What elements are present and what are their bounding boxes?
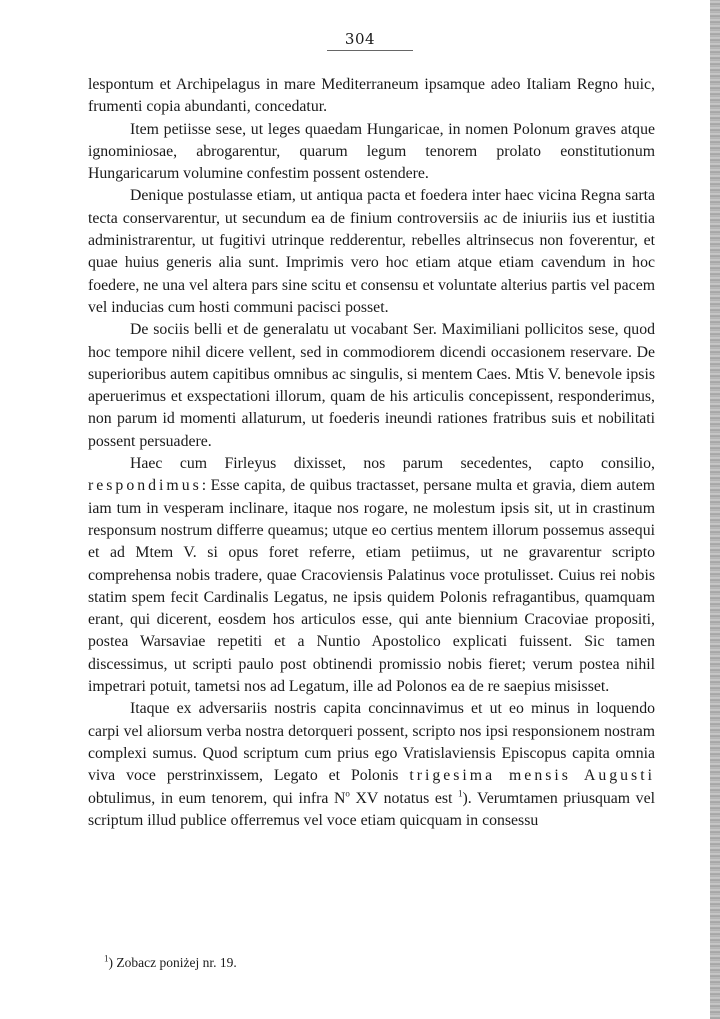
body-text [88, 74, 655, 832]
paragraph-6 [88, 698, 655, 832]
paragraph-3: Denique postulasse etiam, ut antiqua pacta et foedera inter haec vicina Regna sarta tecta conservarentur, ut secundum ea de finium controversiis ac de iniuriis ius et iustitia administrarentur, ut fugitivi utrinque redderentur, rebelles altrinsecus non foverentur, et quae huius generis alia sunt. Imprimis vero hoc etiam atque etiam cavendum in hoc foedere, ne una vel altera pars sine scitu et consensu et voluntate alterius partis vel pacem vel inducias cum hosti communi pacisci posset. [88, 187, 655, 316]
paragraph-5 [88, 453, 655, 698]
footnote-text: ) Zobacz poniżej nr. 19. [108, 955, 237, 970]
page-edge-shadow [710, 0, 720, 1019]
paragraph-5-spaced-word: respondimus [88, 477, 202, 495]
header-rule [327, 50, 413, 51]
paragraph-6-text-after: ). Verumtamen priusquam vel scriptum illud publice offerremus vel voce etiam quicquam in consessu [88, 789, 655, 829]
paragraph-5-text-before: Haec cum Firleyus dixisset, nos parum secedentes, capto consilio, [130, 455, 655, 473]
paragraph-6-spaced-date: trigesima mensis Augusti [409, 767, 655, 785]
page-number: 304 [344, 30, 376, 48]
paragraph-6-text-middle2: XV notatus est [349, 789, 459, 807]
footnote-mark: 1 [104, 953, 109, 964]
paragraph-6-text-middle: obtulimus, in eum tenorem, qui infra N [88, 789, 346, 807]
paragraph-4: De sociis belli et de generalatu ut vocabant Ser. Maximiliani pollicitos sese, quod hoc tempore nihil dicere vellent, sed in commodiorem dicendi occasionem reservare. De superioribus autem capitibus omnibus ac singulis, si mentem Caes. Mtis V. benevole ipsis aperuerimus et exspectationi illorum, quam de his articulis concepissent, responderimus, non parum id momenti allaturum, ut foederis ineundi rationes fratribus suis et nobilitati possent persuadere. [88, 321, 655, 450]
footnote [104, 955, 237, 971]
paragraph-1: lespontum et Archipelagus in mare Mediterraneum ipsamque adeo Italiam Regno huic, frumenti copia abundanti, concedatur. [88, 76, 655, 116]
paragraph-6-text-before: Itaque ex adversariis nostris capita concinnavimus et ut eo minus in loquendo carpi vel aliorsum verba nostra detorqueri possent, scripto nos ipsi responsionem nostram complexi sumus. Quod scriptum cum prius ego Vratislaviensis Episcopus capita omnia viva voce perstrinxissem, Legato et Polonis [88, 700, 655, 785]
numero-superscript: o [345, 788, 350, 799]
paragraph-5-text-after: : Esse capita, de quibus tractasset, persane multa et gravia, diem autem iam tum in vesperam inclinare, itaque nos rogare, ne molestum ipsis sit, ut in crastinum responsum nostrum differre queamus; utque eo certius mentem illorum possemus assequi et ad Mtem V. si opus foret referre, etiam petiimus, ut ne gravarentur scripto comprehensa nobis tradere, quae Cracoviensis Palatinus voce protulisset. Cuius rei nobis statim spem fecit Cardinalis Legatus, ne ipsis quidem Polonis refragantibus, quamquam erant, qui dicerent, eosdem hos articulos esse, qui ante biennium Cracoviae propositi, postea Warsaviae repetiti et a Nuntio Apostolico explicati fuissent. Sic tamen discessimus, ut scripti paulo post obtinendi promissio nobis fieret; verum postea nihil impetrari potuit, tametsi nos ad Legatum, ille ad Polonos ea de re saepius misisset. [88, 477, 655, 696]
paragraph-2: Item petiisse sese, ut leges quaedam Hungaricae, in nomen Polonum graves atque ignominiosae, abrogarentur, quarum legum tenorem prolato eonstitutionum Hungaricarum volumine confestim possent ostendere. [88, 120, 655, 183]
footnote-reference-mark: 1 [458, 788, 463, 799]
